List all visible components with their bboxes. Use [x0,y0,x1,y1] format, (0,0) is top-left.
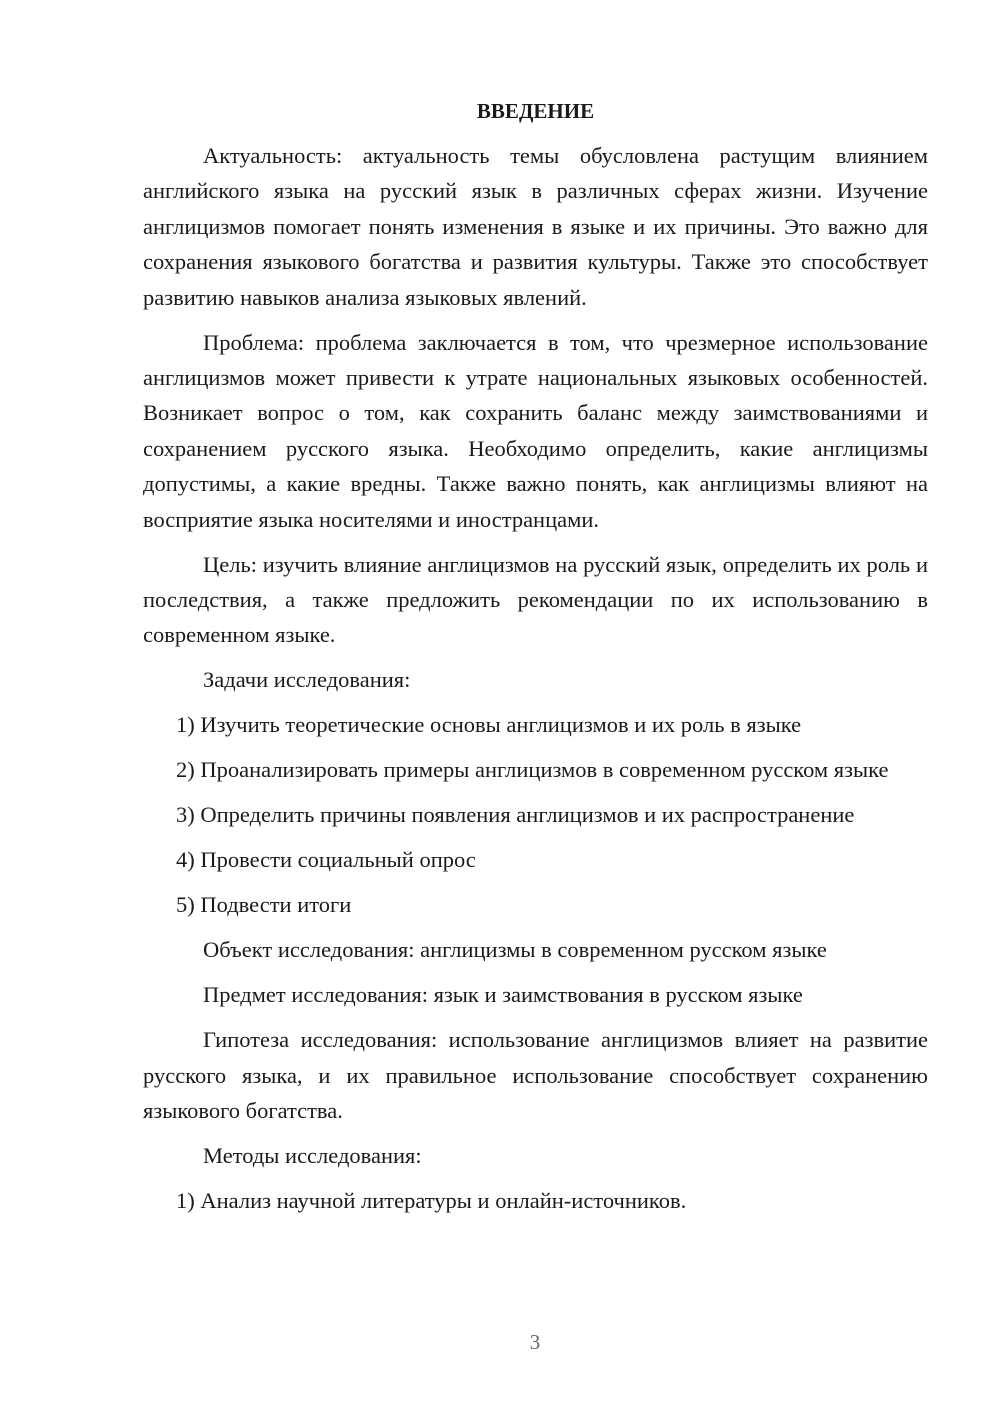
research-subject: Предмет исследования: язык и заимствования в русском языке [203,982,803,1008]
problem-paragraph: Проблема: проблема заключается в том, что чрезмерное использование англицизмов может привести к утрате национальных языковых особенностей. Возникает вопрос о том, как сохранить баланс между заимствованиями и сохранением русского языка. Необходимо определить, какие англицизмы допустимы, а какие вредны. Также важно понять, как англицизмы влияют на восприятие языка носителями и иностранцами. [143,329,928,532]
relevance-paragraph: Актуальность: актуальность темы обусловлена растущим влиянием английского языка на русский язык в различных сферах жизни. Изучение англицизмов помогает понять изменения в языке и их причины. Это важно для сохранения языкового богатства и развития культуры. Также это способствует развитию навыков анализа языковых явлений. [143,143,928,310]
methods-heading: Методы исследования: [203,1143,422,1169]
task-item: 2) Проанализировать примеры англицизмов в современном русском языке [176,757,889,783]
page-title: ВВЕДЕНИЕ [476,99,595,123]
research-object: Объект исследования: англицизмы в современном русском языке [203,937,827,963]
task-item: 4) Провести социальный опрос [176,847,476,873]
page-number: 3 [529,1330,541,1354]
task-item: 5) Подвести итоги [176,892,352,918]
goal-paragraph: Цель: изучить влияние англицизмов на русский язык, определить их роль и последствия, а также предложить рекомендации по их использованию в современном языке. [143,551,928,648]
task-item: 3) Определить причины появления англицизмов и их распространение [176,802,855,828]
research-hypothesis: Гипотеза исследования: использование англицизмов влияет на развитие русского языка, и их правильное использование способствует сохранению языкового богатства. [143,1027,928,1124]
task-item: 1) Изучить теоретические основы англицизмов и их роль в языке [176,712,802,738]
tasks-heading: Задачи исследования: [203,667,411,693]
page-content [143,96,928,1228]
method-item: 1) Анализ научной литературы и онлайн-источников. [176,1188,687,1214]
